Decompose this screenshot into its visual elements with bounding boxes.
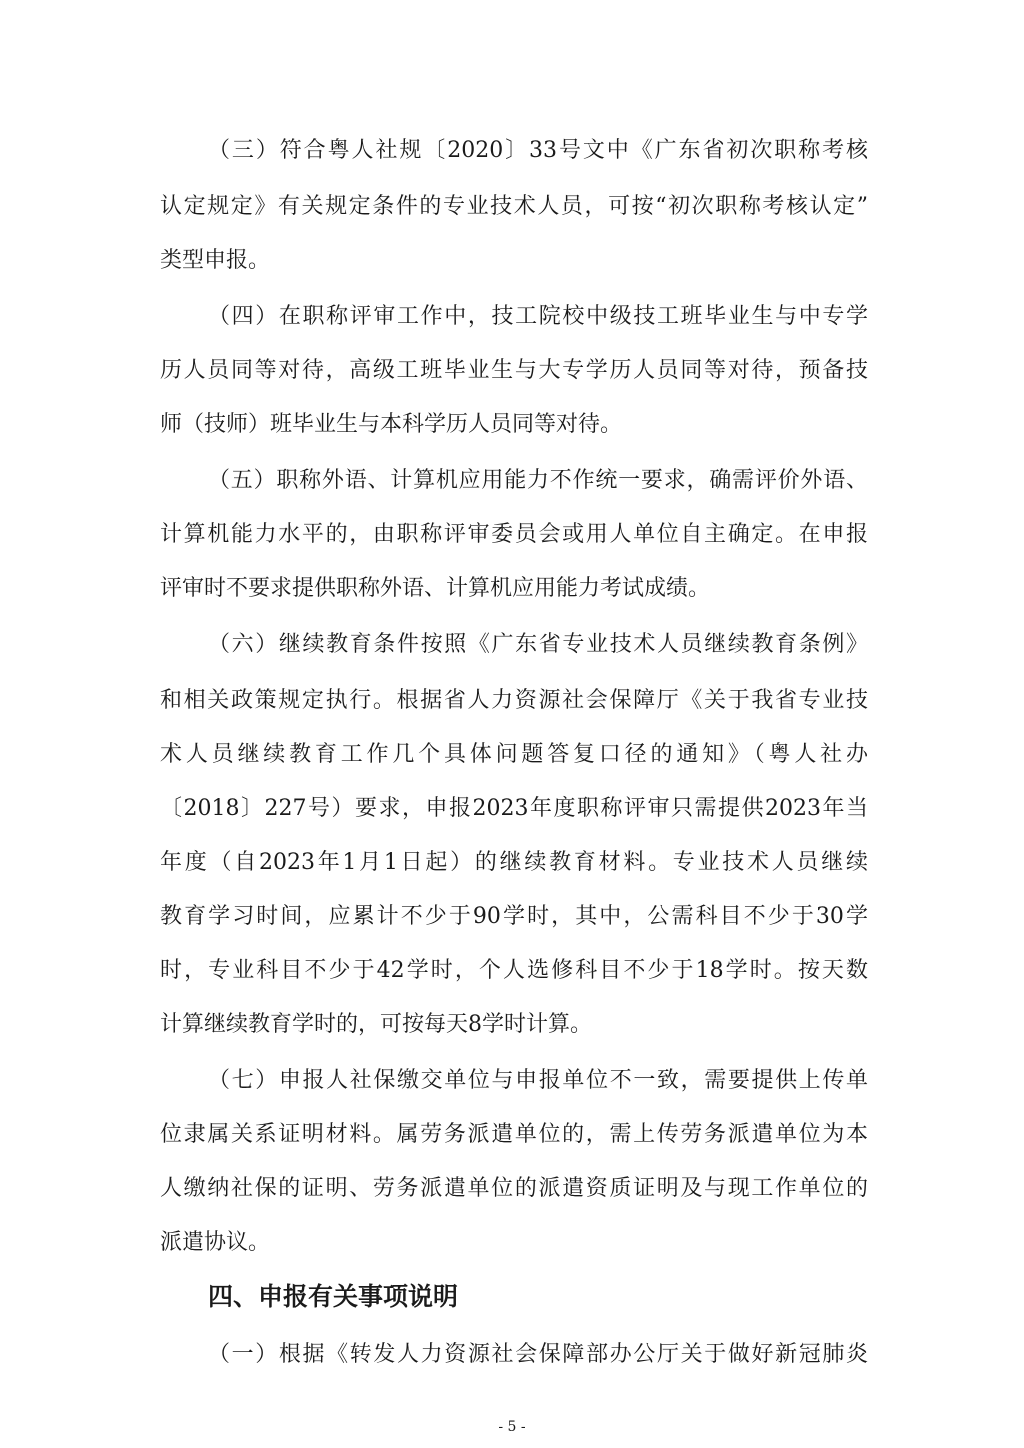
- paragraph-5-line-1: （五）职称外语、计算机应用能力不作统一要求，确需评价外语、: [208, 468, 868, 493]
- paragraph-5-line-3: 评审时不要求提供职称外语、计算机应用能力考试成绩。: [160, 576, 711, 601]
- paragraph-7-line-4: 派遣协议。: [160, 1230, 271, 1255]
- paragraph-3-line-2: 认定规定》有关规定条件的专业技术人员，可按“初次职称考核认定”: [160, 194, 868, 219]
- page-number: - 5 -: [498, 1419, 526, 1435]
- paragraph-6-line-7: 时，专业科目不少于42学时，个人选修科目不少于18学时。按天数: [160, 958, 868, 983]
- paragraph-3-line-3: 类型申报。: [160, 248, 271, 273]
- paragraph-6-line-3: 术人员继续教育工作几个具体问题答复口径的通知》（粤人社办: [160, 742, 868, 767]
- section-paragraph-1-line-1: （一）根据《转发人力资源社会保障部办公厅关于做好新冠肺炎: [208, 1342, 868, 1367]
- paragraph-5-line-2: 计算机能力水平的，由职称评审委员会或用人单位自主确定。在申报: [160, 522, 868, 547]
- paragraph-6-line-4: 〔2018〕227号）要求，申报2023年度职称评审只需提供2023年当: [160, 796, 868, 821]
- paragraph-7-line-3: 人缴纳社保的证明、劳务派遣单位的派遣资质证明及与现工作单位的: [160, 1176, 868, 1201]
- paragraph-4-line-1: （四）在职称评审工作中，技工院校中级技工班毕业生与中专学: [208, 304, 868, 329]
- paragraph-3-line-1: （三）符合粤人社规〔2020〕33号文中《广东省初次职称考核: [208, 138, 868, 163]
- paragraph-7-line-1: （七）申报人社保缴交单位与申报单位不一致，需要提供上传单: [208, 1068, 868, 1093]
- paragraph-6-line-2: 和相关政策规定执行。根据省人力资源社会保障厅《关于我省专业技: [160, 688, 868, 713]
- paragraph-7-line-2: 位隶属关系证明材料。属劳务派遣单位的，需上传劳务派遣单位为本: [160, 1122, 868, 1147]
- paragraph-6-line-1: （六）继续教育条件按照《广东省专业技术人员继续教育条例》: [208, 632, 868, 657]
- paragraph-6-line-8: 计算继续教育学时的，可按每天8学时计算。: [160, 1012, 592, 1037]
- paragraph-6-line-5: 年度（自2023年1月1日起）的继续教育材料。专业技术人员继续: [160, 850, 868, 875]
- paragraph-4-line-3: 师（技师）班毕业生与本科学历人员同等对待。: [160, 412, 623, 437]
- section-heading: 四、申报有关事项说明: [208, 1282, 459, 1311]
- paragraph-6-line-6: 教育学习时间，应累计不少于90学时，其中，公需科目不少于30学: [160, 904, 868, 929]
- paragraph-4-line-2: 历人员同等对待，高级工班毕业生与大专学历人员同等对待，预备技: [160, 358, 868, 383]
